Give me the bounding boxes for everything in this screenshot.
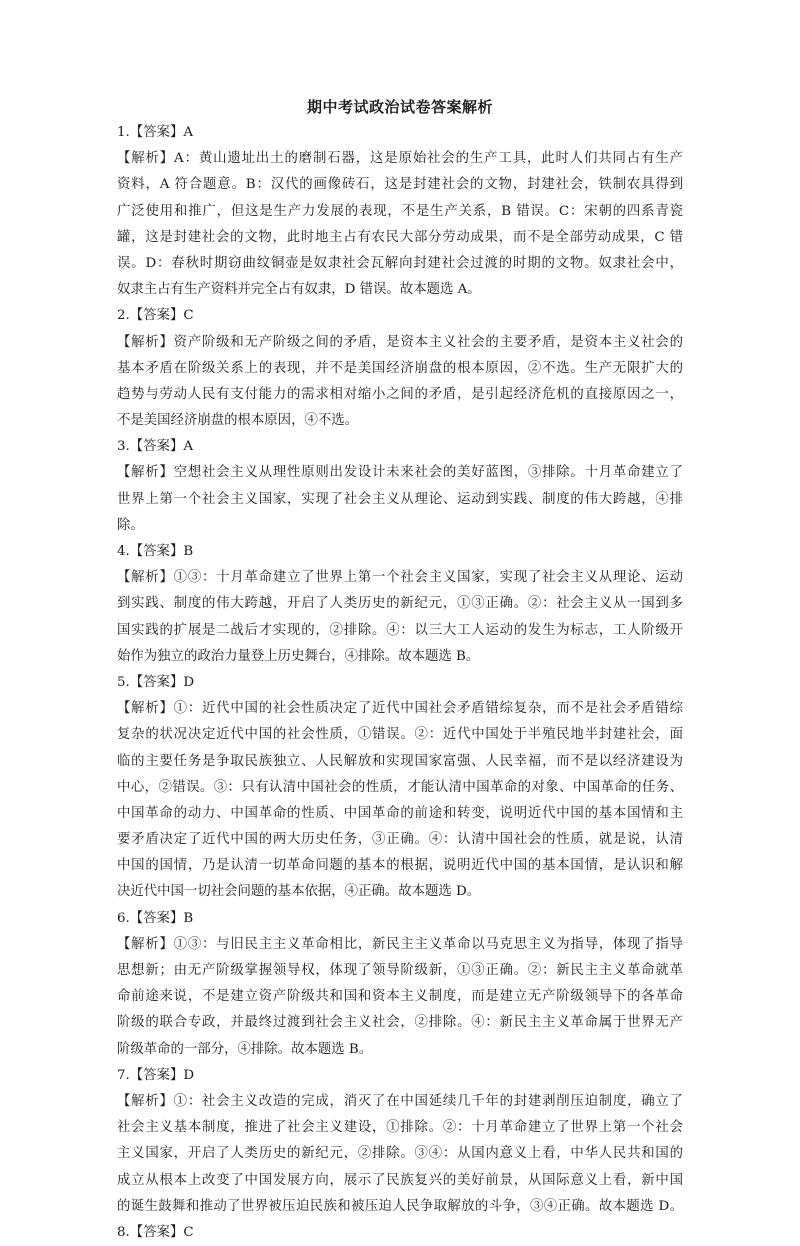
text-line: 【解析】①③：与旧民主主义革命相比，新民主主义革命以马克思主义为指导，体现了指导 xyxy=(117,936,683,952)
text-line: 除。 xyxy=(117,517,144,533)
text-line: 【解析】空想社会主义从理性原则出发设计未来社会的美好蓝图，③排除。十月革命建立了 xyxy=(117,465,683,481)
text-line: 阶级的联合专政，并最终过渡到社会主义社会，②排除。④：新民主主义革命属于世界无产 xyxy=(117,1015,683,1031)
document-title: 期中考试政治试卷答案解析 xyxy=(306,98,493,116)
text-line: 不是美国经济崩盘的根本原因，④不选。 xyxy=(117,413,359,429)
text-line: 广泛使用和推广，但这是生产力发展的表现，不是生产关系，B 错误。C：宋朝的四系青瓷 xyxy=(117,203,683,219)
text-line: 8.【答案】C xyxy=(117,1224,194,1240)
document-body xyxy=(117,120,683,1246)
text-line: 3.【答案】A xyxy=(117,439,194,455)
text-line: 【解析】A：黄山遗址出土的磨制石器，这是原始社会的生产工具，此时人们共同占有生产 xyxy=(117,151,683,167)
text-line: 始作为独立的政治力量登上历史舞台，④排除。故本题选 B。 xyxy=(117,648,480,664)
text-line: 【解析】资产阶级和无产阶级之间的矛盾，是资本主义社会的主要矛盾，是资本主义社会的 xyxy=(117,334,683,350)
text-line: 成立从根本上改变了中国发展方向，展示了民族复兴的美好前景，从国际意义上看，新中国 xyxy=(117,1172,683,1188)
text-line: 2.【答案】C xyxy=(117,308,194,324)
text-line: 【解析】①：社会主义改造的完成，消灭了在中国延续几千年的封建剥削压迫制度，确立了 xyxy=(117,1093,683,1109)
text-line: 奴隶主占有生产资料并完全占有奴隶，D 错误。故本题选 A。 xyxy=(117,282,481,298)
text-line: 误。D：春秋时期窃曲纹铜壶是奴隶社会瓦解向封建社会过渡的时期的文物。奴隶社会中， xyxy=(117,255,683,271)
text-line: 阶级革命的一部分，④排除。故本题选 B。 xyxy=(117,1041,373,1057)
text-line: 临的主要任务是争取民族独立、人民解放和实现国家富强、人民幸福，而不是以经济建设为 xyxy=(117,753,683,769)
text-line: 决近代中国一切社会问题的基本依据，④正确。故本题选 D。 xyxy=(117,884,481,900)
text-line: 主义国家，开启了人类历史的新纪元，②排除。③④：从国内意义上看，中华人民共和国的 xyxy=(117,1146,683,1162)
text-line: 要矛盾决定了近代中国的两大历史任务，③正确。④：认清中国社会的性质，就是说，认清 xyxy=(117,832,683,848)
text-line: 社会主义基本制度，推进了社会主义建设，①排除。②：十月革命建立了世界上第一个社会 xyxy=(117,1120,683,1136)
text-line: 中国革命的动力、中国革命的性质、中国革命的前途和转变，说明近代中国的基本国情和主 xyxy=(117,805,683,821)
text-line: 的诞生鼓舞和推动了世界被压迫民族和被压迫人民争取解放的斗争，③④正确。故本题选 D。 xyxy=(117,1198,683,1214)
text-line: 国实践的扩展是二战后才实现的，②排除。④：以三大工人运动的发生为标志，工人阶级开 xyxy=(117,622,683,638)
text-line: 复杂的状况决定近代中国的社会性质，①错误。②：近代中国处于半殖民地半封建社会，面 xyxy=(117,727,683,743)
text-line: 6.【答案】B xyxy=(117,910,194,926)
text-line: 4.【答案】B xyxy=(117,544,194,559)
text-line: 到实践、制度的伟大跨越，开启了人类历史的新纪元，①③正确。②：社会主义从一国到多 xyxy=(117,596,683,612)
text-line: 思想新；由无产阶级掌握领导权，体现了领导阶级新，①③正确。②：新民主主义革命就革 xyxy=(117,963,683,978)
text-line: 1.【答案】A xyxy=(117,125,194,140)
text-line: 【解析】①：近代中国的社会性质决定了近代中国社会矛盾错综复杂，而不是社会矛盾错综 xyxy=(117,701,683,717)
text-line: 世界上第一个社会主义国家，实现了社会主义从理论、运动到实践、制度的伟大跨越，④排 xyxy=(117,491,683,507)
text-line: 罐，这是封建社会的文物，此时地主占有农民大部分劳动成果，而不是全部劳动成果，C 错 xyxy=(117,229,683,245)
text-line: 【解析】①③：十月革命建立了世界上第一个社会主义国家，实现了社会主义从理论、运动 xyxy=(117,570,683,586)
text-line: 资料，A 符合题意。B：汉代的画像砖石，这是封建社会的文物，封建社会，铁制农具得到 xyxy=(117,177,683,193)
text-line: 5.【答案】D xyxy=(117,674,195,690)
document-page xyxy=(117,94,683,1246)
text-line: 命前途来说，不是建立资产阶级共和国和资本主义制度，而是建立无产阶级领导下的各革命 xyxy=(117,989,683,1005)
text-line: 基本矛盾在阶级关系上的表现，并不是美国经济崩盘的根本原因，②不选。生产无限扩大的 xyxy=(117,360,683,376)
text-line: 趋势与劳动人民有支付能力的需求相对缩小之间的矛盾，是引起经济危机的直接原因之一， xyxy=(117,386,683,402)
text-line: 中国的国情，乃是认清一切革命问题的基本的根据，说明近代中国的基本国情，是认识和解 xyxy=(117,858,683,874)
text-line: 7.【答案】D xyxy=(117,1067,195,1083)
text-line: 中心，②错误。③：只有认清中国社会的性质，才能认清中国革命的对象、中国革命的任务、 xyxy=(117,779,683,795)
